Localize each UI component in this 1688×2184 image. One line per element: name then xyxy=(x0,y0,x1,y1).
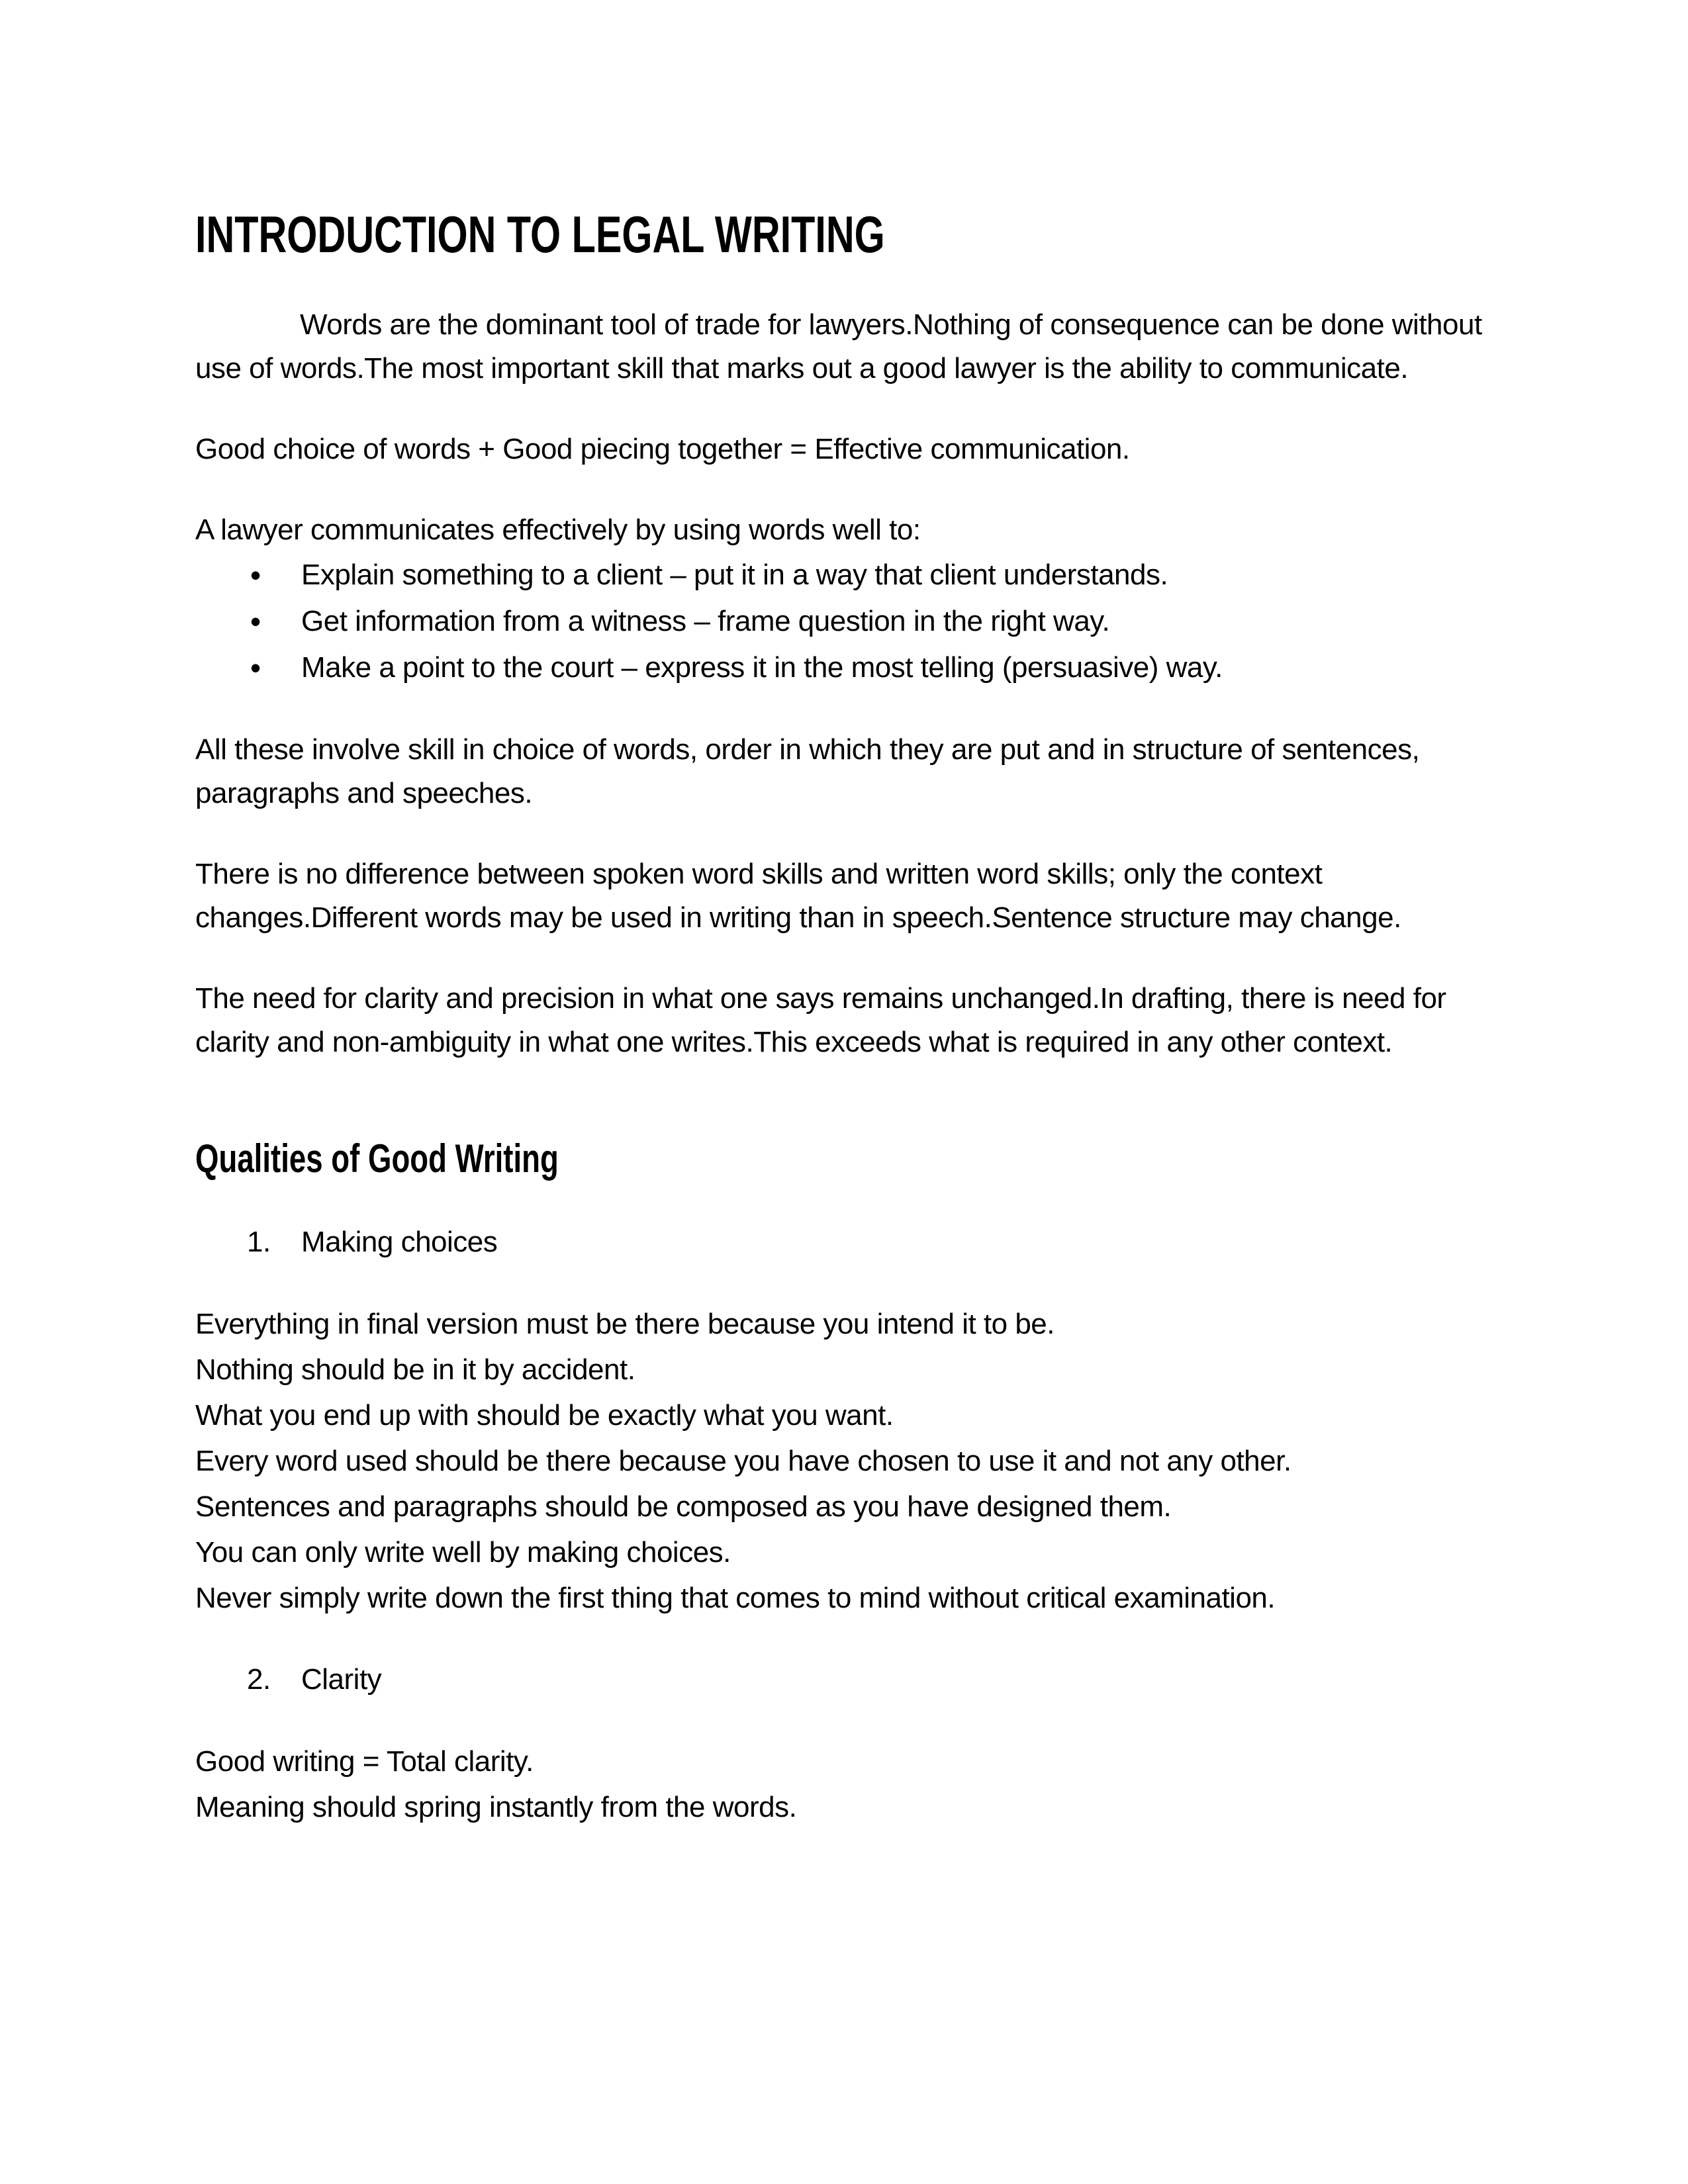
text-line: Every word used should be there because you have chosen to use it and not any other. xyxy=(195,1445,1291,1477)
text-line: You can only write well by making choices. xyxy=(195,1536,731,1569)
text-line: Everything in final version must be there because you intend it to be. xyxy=(195,1308,1055,1340)
paragraph-formula: Good choice of words + Good piecing together = Effective communication. xyxy=(195,433,1130,465)
text-line: Nothing should be in it by accident. xyxy=(195,1353,635,1386)
list-item xyxy=(195,645,1519,691)
list-item-text: Make a point to the court – express it in the most telling (persuasive) way. xyxy=(301,651,1223,684)
paragraph-clarity-need: The need for clarity and precision in what one says remains unchanged.In drafting, there is need for clarity and non-ambiguity in what one writes.This exceeds what is required in any other context. xyxy=(195,982,1446,1058)
numbered-item-making-choices xyxy=(195,1220,1519,1264)
document-content xyxy=(195,203,1519,1867)
list-item-text: Explain something to a client – put it in a way that client understands. xyxy=(301,559,1168,591)
list-item-text: Get information from a witness – frame question in the right way. xyxy=(301,605,1110,637)
numbered-item-clarity xyxy=(195,1658,1519,1702)
list-item xyxy=(195,552,1519,598)
paragraph-spoken-written: There is no difference between spoken word skills and written word skills; only the context changes.Different words may be used in writing than in speech.Sentence structure may change. xyxy=(195,858,1401,934)
item-number: 2. xyxy=(247,1663,271,1696)
text-line: Meaning should spring instantly from the words. xyxy=(195,1791,797,1823)
text-line: Good writing = Total clarity. xyxy=(195,1745,534,1778)
paragraph-skills: All these involve skill in choice of words, order in which they are put and in structure of sentences, paragraphs and speeches. xyxy=(195,733,1420,809)
item-number: 1. xyxy=(247,1226,271,1258)
section-heading-qualities: Qualities of Good Writing xyxy=(195,1136,559,1181)
bullet-icon: • xyxy=(250,651,261,685)
document-title: INTRODUCTION TO LEGAL WRITING xyxy=(195,205,885,263)
clarity-lines xyxy=(195,1739,1519,1830)
making-choices-lines xyxy=(195,1301,1519,1621)
list-item xyxy=(195,598,1519,645)
bullet-icon: • xyxy=(250,604,261,639)
text-line: Sentences and paragraphs should be composed as you have designed them. xyxy=(195,1490,1172,1523)
item-title: Making choices xyxy=(301,1226,498,1258)
bullet-list xyxy=(195,552,1519,691)
text-line: What you end up with should be exactly what you want. xyxy=(195,1399,894,1432)
paragraph-intro: Words are the dominant tool of trade for lawyers.Nothing of consequence can be done without use of words.The most important skill that marks out a good lawyer is the ability to communicate. xyxy=(195,308,1482,385)
paragraph-list-intro: A lawyer communicates effectively by using words well to: xyxy=(195,514,921,546)
item-title: Clarity xyxy=(301,1663,382,1696)
bullet-icon: • xyxy=(250,558,261,592)
text-line: Never simply write down the first thing that comes to mind without critical examination. xyxy=(195,1582,1276,1614)
